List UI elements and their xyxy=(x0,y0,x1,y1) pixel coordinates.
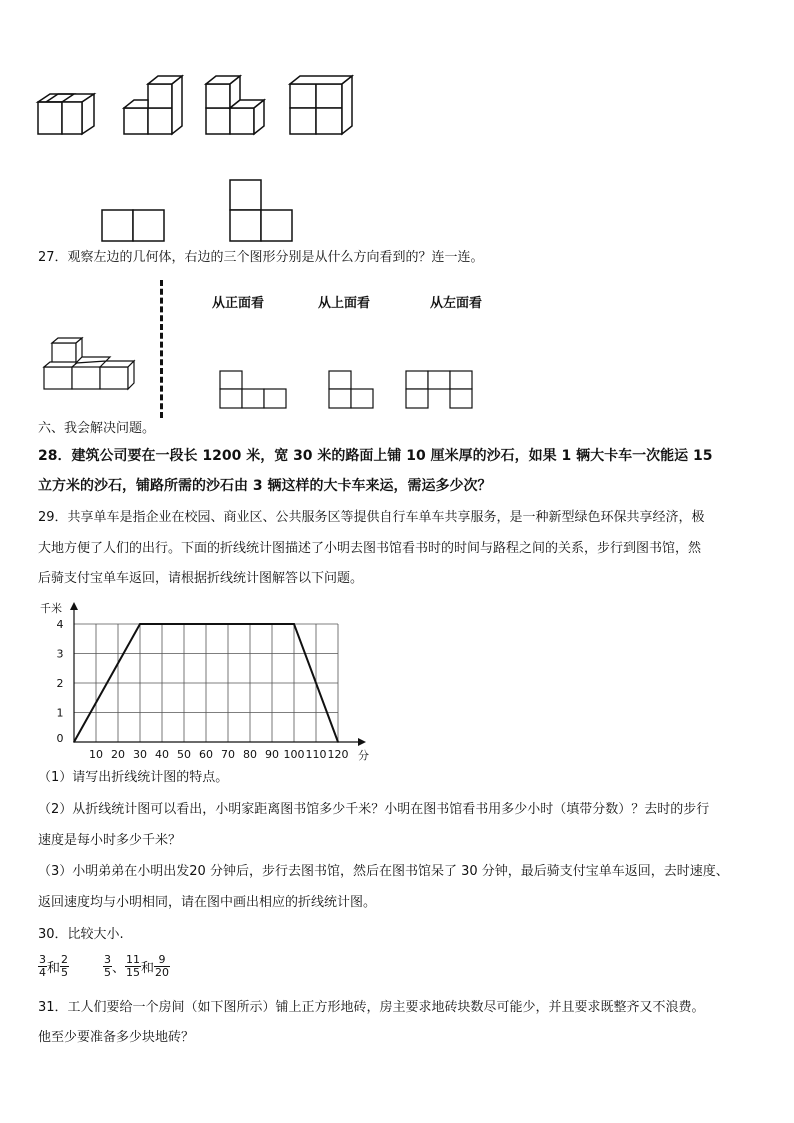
view-top xyxy=(329,371,373,408)
q27-views xyxy=(218,368,478,412)
data-point xyxy=(293,623,295,625)
q28-line2: 立方米的沙石，铺路所需的沙石由 3 辆这样的大卡车来运，需运多少次？ xyxy=(38,478,492,494)
x-tick-label: 110 xyxy=(305,748,327,761)
label-left-view: 从左面看 xyxy=(430,296,483,311)
y-axis-arrow xyxy=(70,602,78,610)
y-tick-label: 4 xyxy=(56,618,64,631)
label-front-view: 从正面看 xyxy=(212,296,265,311)
x-tick-label: 20 xyxy=(111,748,125,761)
fraction: $\frac{3}{5}$ xyxy=(104,953,112,979)
y-tick-label: 1 xyxy=(56,706,64,720)
q29-sub2-line2: 速度是每小时多少千米？ xyxy=(38,833,182,848)
q29-sub3-line1: （3）小明弟弟在小明出发20 分钟后，步行去图书馆，然后在图书馆呆了 30 分钟，最后骑支付宝单车返回，去时速度、 xyxy=(38,864,729,879)
data-point xyxy=(139,623,141,625)
q27-text: 27．观察左边的几何体，右边的三个图形分别是从什么方向看到的？连一连。 xyxy=(38,250,484,265)
x-tick-label: 80 xyxy=(243,748,257,761)
view-front xyxy=(220,371,286,408)
view-figures-top xyxy=(100,178,300,244)
y-tick-label: 3 xyxy=(56,647,64,661)
q29-line1: 29．共享单车是指企业在校园、商业区、公共服务区等提供自行车单车共享服务，是一种新型绿色环保共享经济，极 xyxy=(38,510,705,525)
q30-sep: 和 xyxy=(141,961,155,976)
y-tick-label: 0 xyxy=(56,732,64,745)
q28-line1: 28．建筑公司要在一段长 1200 米，宽 30 米的路面上铺 10 厘米厚的沙石，如果 1 辆大卡车一次能运 15 xyxy=(38,448,713,464)
divider-dashed xyxy=(160,280,163,418)
q30-title: 30．比较大小. xyxy=(38,927,124,942)
section6-title: 六、我会解决问题。 xyxy=(38,421,156,436)
cube-figure-1 xyxy=(38,94,94,134)
x-axis-arrow xyxy=(358,738,366,746)
x-tick-label: 30 xyxy=(133,748,147,761)
fraction: $\frac{11}{15}$ xyxy=(126,953,141,979)
data-point xyxy=(337,741,339,743)
x-tick-label: 50 xyxy=(177,748,191,761)
x-tick-label: 120 xyxy=(327,748,349,761)
x-tick-label: 60 xyxy=(199,748,213,761)
data-point xyxy=(73,741,75,743)
fraction: $\frac{3}{4}$ xyxy=(39,953,46,979)
q31-line2: 他至少要准备多少块地砖？ xyxy=(38,1030,195,1045)
x-tick-label: 70 xyxy=(221,748,235,761)
fraction: $\frac{9}{20}$ xyxy=(155,953,170,979)
x-axis-label: 分 xyxy=(358,749,369,762)
q29-sub3-line2: 返回速度均与小明相同，请在图中画出相应的折线统计图。 xyxy=(38,895,377,910)
q30-fractions xyxy=(38,954,170,979)
cube-figure-3 xyxy=(206,76,264,134)
q31-line1: 31．工人们要给一个房间（如下图所示）铺上正方形地砖，房主要求地砖块数尽可能少，并且要求既整齐又不浪费。 xyxy=(38,1000,705,1015)
x-tick-label: 100 xyxy=(283,748,305,761)
fraction: $\frac{2}{5}$ xyxy=(61,953,69,979)
x-tick-label: 10 xyxy=(89,748,103,761)
cube-figure-2 xyxy=(124,76,182,134)
line-chart xyxy=(36,600,376,770)
q30-sep: 、 xyxy=(112,961,126,976)
q30-sep: 和 xyxy=(47,961,61,976)
x-tick-label: 40 xyxy=(155,748,169,761)
q29-line2: 大地方便了人们的出行。下面的折线统计图描述了小明去图书馆看书时的时间与路程之间的关系，步行到图书馆，然 xyxy=(38,541,702,556)
q27-solid xyxy=(40,335,140,395)
q29-line3: 后骑支付宝单车返回，请根据折线统计图解答以下问题。 xyxy=(38,571,364,586)
cube-figures-top xyxy=(34,72,364,144)
label-top-view: 从上面看 xyxy=(318,296,371,311)
view-left xyxy=(406,371,472,408)
y-tick-label: 2 xyxy=(56,677,64,690)
cube-figure-4 xyxy=(290,76,352,134)
q29-sub1: （1）请写出折线统计图的特点。 xyxy=(38,770,229,785)
y-axis-label: 千米 xyxy=(40,602,62,615)
x-tick-label: 90 xyxy=(265,748,279,761)
q29-sub2-line1: （2）从折线统计图可以看出，小明家距离图书馆多少千米？小明在图书馆看书用多少小时（填带分数）？去时的步行 xyxy=(38,802,710,817)
